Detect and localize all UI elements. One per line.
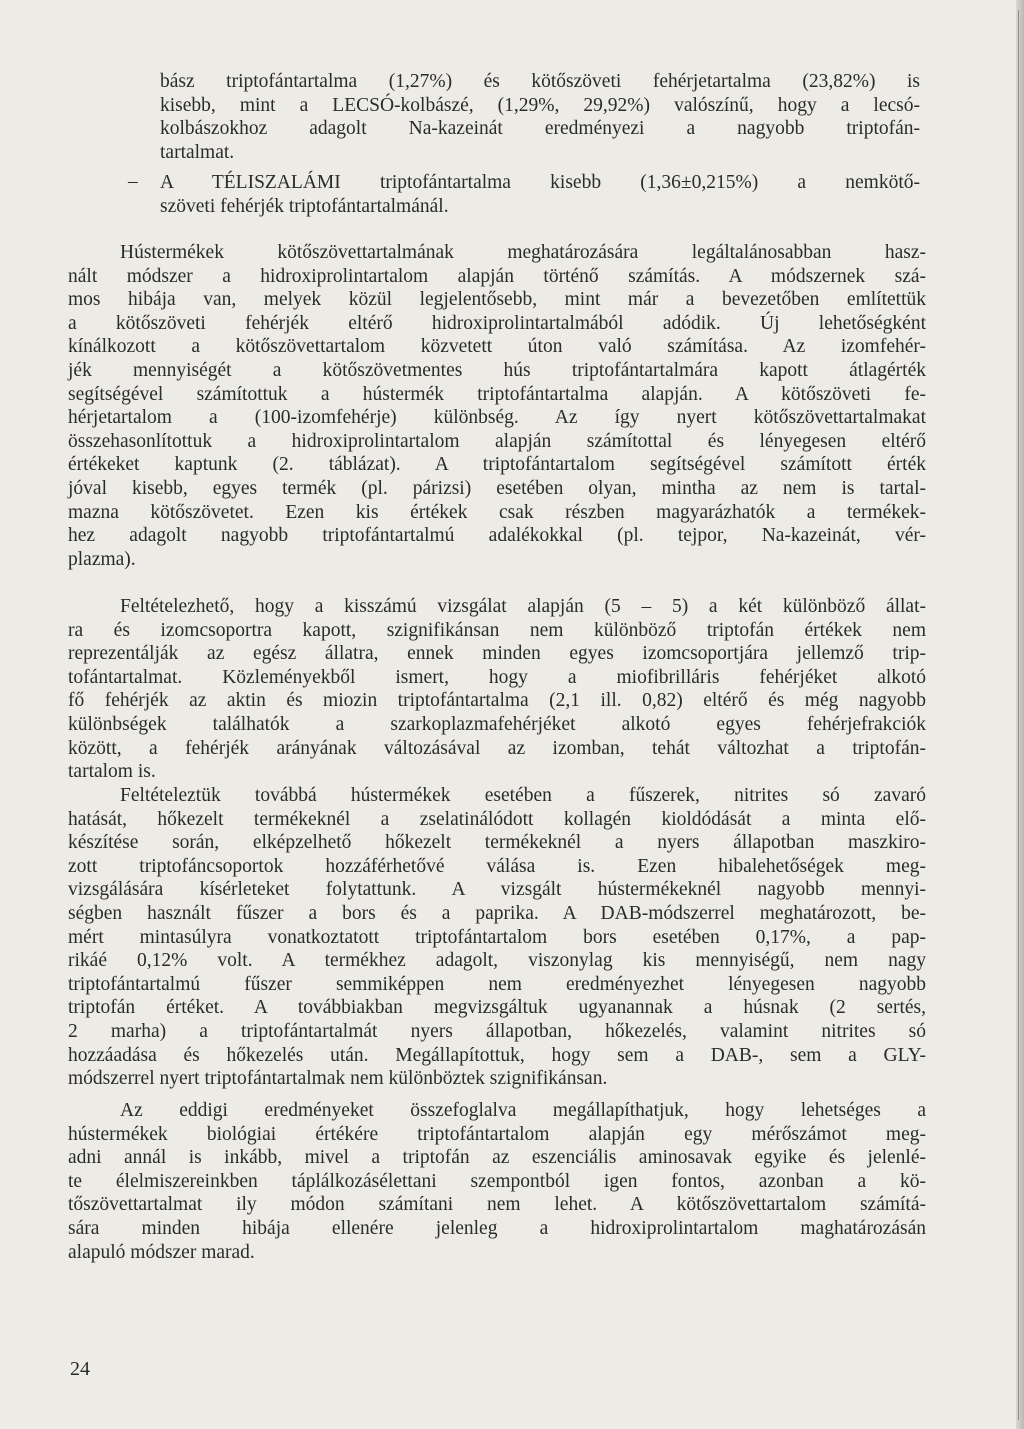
text-line: 2 marha) a triptofántartalmát nyers állapotban, hőkezelés, valamint nitrites só	[68, 1020, 926, 1042]
text-line: segítségével számítottuk a hústermék triptofántartalma alapján. A kötőszöveti fe-	[68, 383, 926, 405]
text-line: tartalom is.	[68, 761, 156, 783]
text-line: kolbászokhoz adagolt Na-kazeinát eredményezi a nagyobb triptofán-	[160, 118, 920, 140]
text-line: Az eddigi eredményeket összefoglalva megállapíthatjuk, hogy lehetséges a	[120, 1100, 926, 1121]
text-line: kisebb, mint a LECSÓ-kolbászé, (1,29%, 29,92%) valószínű, hogy a lecsó-	[160, 94, 920, 116]
text-line: különbségek találhatók a szarkoplazmafehérjéket alkotó egyes fehérjefrakciók	[68, 713, 926, 735]
text-line: sára minden hibája ellenére jelenleg a hidroxiprolintartalom maghatározásán	[68, 1217, 926, 1239]
text-line: Hústermékek kötőszövettartalmának meghatározására legáltalánosabban hasz-	[120, 242, 926, 263]
text-line: mazna kötőszövetet. Ezen kis értékek csak részben magyarázhatók a termékek-	[68, 501, 926, 523]
text-line: hozzáadása és hőkezelés után. Megállapítottuk, hogy sem a DAB-, sem a GLY-	[68, 1044, 926, 1066]
text-line: tőszövettartalmat ily módon számítani nem lehet. A kötőszövettartalom számítá-	[68, 1194, 926, 1216]
text-line: mért mintasúlyra vonatkoztatott triptofántartalom bors esetében 0,17%, a pap-	[68, 926, 926, 948]
text-line: ségben használt fűszer a bors és a paprika. A DAB-módszerrel meghatározott, be-	[68, 902, 926, 924]
paragraph-conclusion	[68, 1099, 926, 1264]
paragraph-spices-experiments	[68, 784, 926, 1091]
text-line: készítése során, elképzelhető hőkezelt termékeknél a nyers állapotban maszkiro-	[68, 832, 926, 854]
text-line: vizsgálására kísérleteket folytattunk. A vizsgált hústermékeknél nagyobb mennyi-	[68, 879, 926, 901]
text-line: Feltételeztük továbbá hústermékek esetében a fűszerek, nitrites só zavaró	[120, 785, 926, 806]
bullet-dash: –	[128, 171, 138, 192]
text-line: szöveti fehérjék triptofántartalmánál.	[160, 195, 449, 217]
text-line: hatását, hőkezelt termékeknél a zselatinálódott kollagén kioldódását a minta elő-	[68, 808, 926, 830]
text-line: jóval kisebb, egyes termék (pl. párizsi) esetében olyan, mintha az nem is tartal-	[68, 477, 926, 499]
text-line: A TÉLISZALÁMI triptofántartalma kisebb (1,36±0,215%) a nemkötő-	[160, 172, 920, 193]
text-line: Feltételezhető, hogy a kisszámú vizsgálat alapján (5 – 5) a két különböző állat-	[120, 596, 926, 617]
text-line: jék mennyiségét a kötőszövetmentes hús triptofántartalmára kapott átlagérték	[68, 359, 926, 381]
paragraph-connective-tissue-method	[68, 241, 926, 571]
page-edge-line	[1018, 10, 1019, 1420]
text-line: tofántartalmat. Közleményekből ismert, hogy a miofibrilláris fehérjéket alkotó	[68, 666, 926, 688]
text-line: bász triptofántartalma (1,27%) és kötőszöveti fehérjetartalma (23,82%) is	[160, 71, 920, 92]
text-line: adni annál is inkább, mivel a triptofán az eszenciális aminosavak egyike és jelenlé-	[68, 1147, 926, 1169]
page-number: 24	[70, 1358, 90, 1380]
text-line: rikáé 0,12% volt. A termékhez adagolt, viszonylag kis mennyiségű, nem nagy	[68, 950, 926, 972]
text-line: mos hibája van, melyek közül legjelentősebb, mint már a bevezetőben említettük	[68, 289, 926, 311]
text-line: zott triptofáncsoportok hozzáférhetővé válása is. Ezen hibalehetőségek meg-	[68, 855, 926, 877]
text-line: te élelmiszereinkben táplálkozásélettani szempontból igen fontos, azonban a kö-	[68, 1170, 926, 1192]
text-line: plazma).	[68, 548, 136, 570]
text-line: triptofántartalmú fűszer semmiképpen nem eredményezhet lényegesen nagyobb	[68, 973, 926, 995]
text-line: tartalmat.	[160, 141, 235, 163]
text-line: ra és izomcsoportra kapott, szignifikánsan nem különböző triptofán értékek nem	[68, 619, 926, 641]
text-line: hez adagolt nagyobb triptofántartalmú adalékokkal (pl. tejpor, Na-kazeinát, vér-	[68, 525, 926, 547]
text-line: alapuló módszer marad.	[68, 1241, 255, 1263]
text-line: hústermékek biológiai értékére triptofántartalom alapján egy mérőszámot meg-	[68, 1123, 926, 1145]
text-line: fő fehérjék az aktin és miozin triptofántartalma (2,1 ill. 0,82) eltérő és még nagyobb	[68, 690, 926, 712]
text-line: reprezentálják az egész állatra, ennek minden egyes izomcsoportjára jellemző trip-	[68, 643, 926, 665]
text-line: kínálkozott a kötőszövettartalom közvetett úton való számítása. Az izomfehér-	[68, 336, 926, 358]
paragraph-muscle-groups	[68, 595, 926, 784]
text-line: hérjetartalom a (100-izomfehérje) különbség. Az így nyert kötőszövettartalmakat	[68, 407, 926, 429]
bullet-item	[160, 171, 920, 218]
text-line: között, a fehérjék arányának változásával az izomban, tehát változhat a triptofán-	[68, 737, 926, 759]
text-line: a kötőszöveti fehérjék eltérő hidroxiprolintartalmából adódik. Új lehetőségként	[68, 312, 926, 334]
text-line: összehasonlítottuk a hidroxiprolintartalom alapján számítottal és lényegesen eltérő	[68, 430, 926, 452]
intro-paragraph	[160, 70, 920, 164]
text-line: módszerrel nyert triptofántartalmak nem különböztek szignifikánsan.	[68, 1068, 608, 1090]
text-line: triptofán értéket. A továbbiakban megvizsgáltuk ugyanannak a húsnak (2 sertés,	[68, 997, 926, 1019]
text-line: értékeket kaptunk (2. táblázat). A triptofántartalom segítségével számított érték	[68, 454, 926, 476]
text-line: nált módszer a hidroxiprolintartalom alapján történő számítás. A módszernek szá-	[68, 265, 926, 287]
